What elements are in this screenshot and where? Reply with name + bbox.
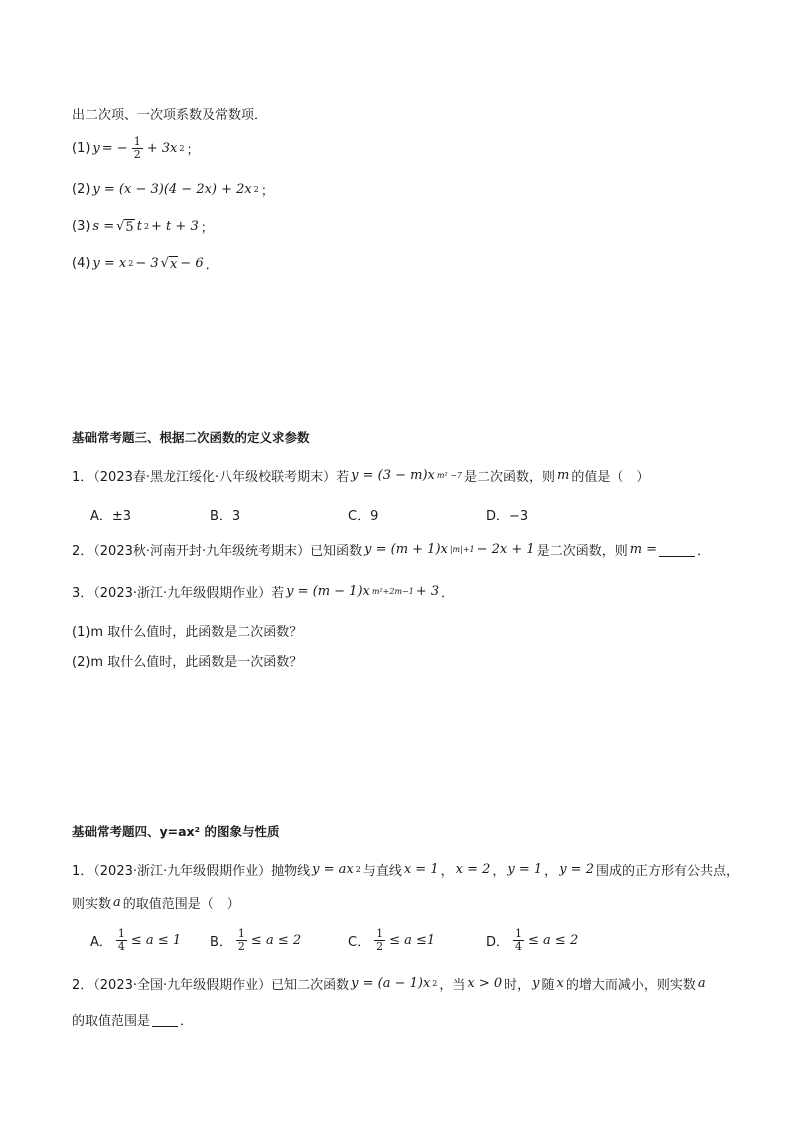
item-1: (1) y = − $\frac{1}{2}$ + 3x 2 ； [72, 135, 200, 161]
s4-question-1: 1．（2023·浙江·九年级假期作业）抛物线 y = ax 2 与直线 x = 1 ， x = 2 ， y = 1 ， y = 2 围成的正方形有公共点， [72, 862, 739, 879]
s3-q1-option-b: B．3 [210, 509, 241, 524]
sqrt-symbol: √ 5 [116, 218, 134, 235]
s3-q1-option-a: A．±3 [90, 509, 132, 524]
answer-blank [152, 1012, 178, 1027]
s4-question-2: 2．（2023·全国·九年级假期作业）已知二次函数 y = (a − 1)x 2 ，当 x > 0 时， y 随 x 的增大而减小，则实数 a [72, 976, 706, 993]
s3-question-3: 3．（2023·浙江·九年级假期作业）若 y = (m − 1)x m²+2m−1 + 3 ． [72, 584, 455, 601]
section-3-title: 基础常考题三、根据二次函数的定义求参数 [72, 430, 310, 445]
s4-q1-option-d: D． $\frac{1}{4}$ ≤ a ≤ 2 [486, 927, 579, 953]
sqrt-symbol: √ x [160, 255, 178, 272]
s3-q1-option-c: C．9 [348, 509, 379, 524]
s4-q1-option-b: B． $\frac{1}{2}$ ≤ a ≤ 2 [210, 927, 302, 953]
item-2: (2) y = (x − 3)(4 − 2x) + 2x 2 ； [72, 182, 274, 199]
s3-q1-option-d: D．−3 [486, 509, 529, 524]
s3-q3-sub1: (1)m 取什么值时，此函数是二次函数？ [72, 625, 303, 640]
s3-q3-sub2: (2)m 取什么值时，此函数是一次函数？ [72, 655, 303, 670]
section-4-title: 基础常考题四、y=ax² 的图象与性质 [72, 824, 280, 839]
s4-q1-line2: 则实数 a 的取值范围是（ ） [72, 895, 240, 912]
s4-q1-option-c: C． $\frac{1}{2}$ ≤ a ≤1 [348, 927, 436, 953]
s4-q1-option-a: A． $\frac{1}{4}$ ≤ a ≤ 1 [90, 927, 182, 953]
item-3: (3) s = √ 5 t 2 + t + 3 ； [72, 218, 214, 236]
item-4: (4) y = x 2 − 3 √ x − 6 ． [72, 255, 219, 273]
s3-question-1: 1．（2023春·黑龙江绥化·八年级校联考期末）若 y = (3 − m)x m² −7 是二次函数，则 m 的值是（ ） [72, 468, 650, 485]
s4-q2-line2: 的取值范围是 ． [72, 1014, 194, 1029]
fraction: $\frac{1}{2}$ [133, 135, 141, 161]
intro-text: 出二次项、一次项系数及常数项． [72, 108, 268, 123]
answer-blank [659, 542, 695, 557]
s3-question-2: 2．（2023秋·河南开封·九年级统考期末）已知函数 y = (m + 1)x |m|+1 − 2x + 1 是二次函数，则 m = ． [72, 542, 711, 559]
item-label: (1) [72, 141, 91, 156]
